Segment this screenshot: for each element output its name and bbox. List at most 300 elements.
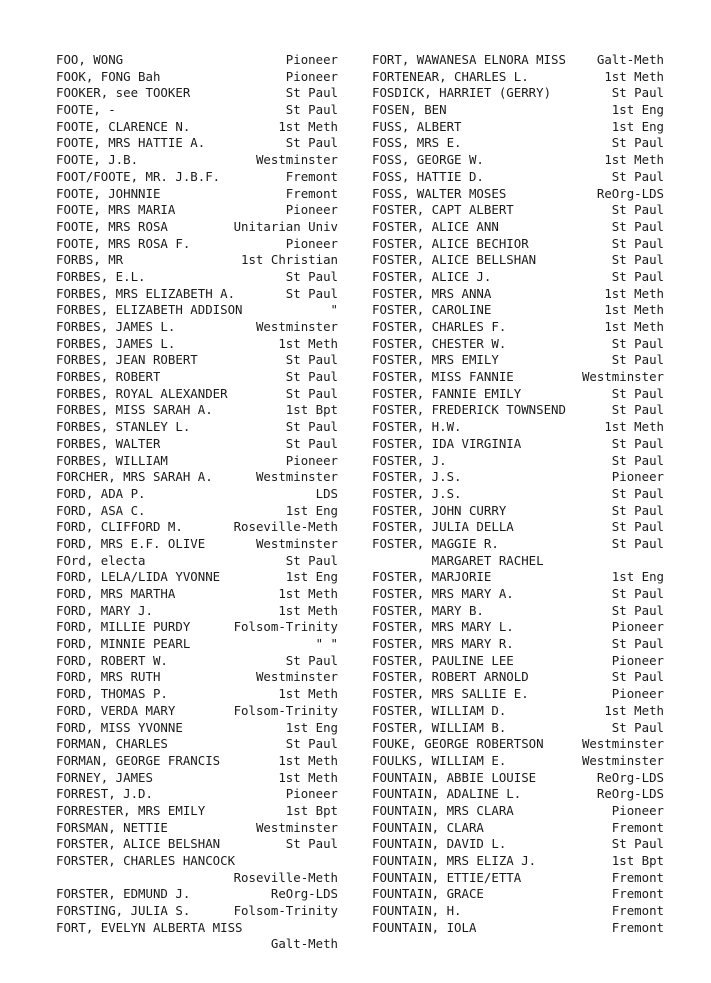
entry-church: 1st Meth [278,586,338,601]
entry-name: FOULKS, WILLIAM E. [372,752,507,768]
entry-church: Pioneer [611,802,664,818]
entry-church: St Paul [611,485,664,501]
entry-church: St Paul [285,285,338,301]
index-entry [56,553,338,570]
entry-name: FOSTER, MRS EMILY [372,352,499,368]
entry-name: FORBES, ELIZABETH ADDISON [56,302,243,318]
entry-church: " [330,302,338,318]
entry-church: " " [315,636,338,652]
entry-church: Westminster [581,752,664,768]
entry-church: 1st Eng [285,502,338,518]
entry-church: St Paul [611,218,664,234]
entry-name: FOSTER, FREDERICK TOWNSEND [372,402,566,418]
entry-name: FOSTER, MARJORIE [372,569,492,585]
index-entry [56,820,338,837]
entry-church: Roseville-Meth [233,869,338,885]
index-entry [56,870,338,887]
entry-name: FORCHER, MRS SARAH A. [56,469,213,485]
entry-church: 1st Eng [611,118,664,134]
index-entry [372,436,664,453]
entry-name: FORD, MARY J. [56,602,153,618]
entry-name: FOSTER, J. [372,452,447,468]
index-entry [372,236,664,253]
entry-church: Westminster [255,152,338,168]
entry-name: FOO, WONG [56,52,124,67]
index-entry [372,102,664,119]
entry-church: LDS [315,485,338,501]
index-entry [372,636,664,653]
entry-name: FORBES, JAMES L. [56,319,176,334]
entry-name: FOSS, WALTER MOSES [372,185,507,201]
entry-church: St Paul [611,202,664,218]
index-entry [372,52,664,69]
index-entry [372,69,664,86]
index-entry [56,302,338,319]
index-entry [372,319,664,336]
entry-name: FORT, WAWANESA ELNORA MISS [372,52,566,67]
entry-name: FOUNTAIN, ABBIE LOUISE [372,769,537,785]
index-entry [56,219,338,236]
index-entry [372,853,664,870]
entry-church: St Paul [611,402,664,418]
entry-church: Pioneer [285,52,338,67]
entry-church: Westminster [581,369,664,385]
entry-name: FOSTER, JULIA DELLA [372,519,514,535]
index-entry [56,903,338,920]
index-entry [372,152,664,169]
entry-name: FORTENEAR, CHARLES L. [372,68,529,84]
entry-name: FORD, THOMAS P. [56,686,168,702]
entry-church: St Paul [611,719,664,735]
entry-church: 1st Meth [278,752,338,768]
entry-name: FORBES, WILLIAM [56,452,168,468]
entry-name: FOUNTAIN, CLARA [372,819,484,835]
index-entry [372,202,664,219]
entry-name: FORT, EVELYN ALBERTA MISS [56,919,243,935]
entry-name: FUSS, ALBERT [372,118,462,134]
entry-name: FORD, MINNIE PEARL [56,636,191,652]
index-entry [56,586,338,603]
entry-name: FOOTE, MRS ROSA [56,218,168,234]
entry-church: St Paul [285,836,338,852]
entry-church: St Paul [285,352,338,368]
entry-church: Unitarian Univ [233,218,338,234]
index-entry [56,236,338,253]
entry-name: FOUNTAIN, MRS CLARA [372,802,514,818]
entry-church: St Paul [611,85,664,101]
index-entry [372,336,664,353]
index-entry [372,603,664,620]
index-entry [372,586,664,603]
entry-name: FOSDICK, HARRIET (GERRY) [372,85,552,101]
index-entry [372,870,664,887]
index-entry [56,686,338,703]
entry-name: FOSTER, MRS SALLIE E. [372,686,529,702]
entry-church: St Paul [611,519,664,535]
entry-church: St Paul [285,652,338,668]
entry-name: FOOT/FOOTE, MR. J.B.F. [56,168,221,184]
entry-name: FOOTE, J.B. [56,152,139,168]
index-entry [56,252,338,269]
index-entry [372,286,664,303]
entry-church: St Paul [285,419,338,435]
index-entry [56,836,338,853]
index-entry [56,803,338,820]
entry-name: FOSTER, WILLIAM B. [372,719,507,735]
index-entry [372,669,664,686]
index-entry [372,903,664,920]
entry-name: FORMAN, GEORGE FRANCIS [56,752,221,768]
index-entry [372,85,664,102]
entry-church: ReOrg-LDS [270,886,338,902]
index-entry [372,486,664,503]
index-entry [372,786,664,803]
entry-church: Pioneer [285,202,338,218]
index-entry [372,186,664,203]
entry-name: FORBES, JAMES L. [56,335,176,351]
index-entry [56,402,338,419]
index-entry [372,419,664,436]
entry-church: 1st Bpt [611,853,664,868]
index-entry [56,69,338,86]
entry-church: 1st Meth [278,686,338,702]
entry-church: Pioneer [285,235,338,251]
entry-name: FOSTER, ALICE BELLSHAN [372,252,537,268]
entry-name: FORMAN, CHARLES [56,736,168,752]
index-entry [56,770,338,787]
entry-name: FOSTER, CHARLES F. [372,319,507,334]
entry-name: FOSS, MRS E. [372,135,462,151]
index-entry [56,669,338,686]
entry-name: FOOTE, CLARENCE N. [56,118,191,134]
index-entry [56,569,338,586]
index-entry [56,619,338,636]
entry-name: FORD, MRS RUTH [56,669,161,685]
entry-church: Roseville-Meth [233,519,338,535]
entry-name: FORBES, JEAN ROBERT [56,352,198,368]
index-entry [372,119,664,136]
index-entry [372,536,664,553]
entry-name: FOSTER, ALICE ANN [372,218,499,234]
index-entry [56,186,338,203]
entry-church: St Paul [611,602,664,618]
index-entry [372,269,664,286]
entry-name: FORBS, MR [56,252,124,268]
entry-church: Pioneer [285,68,338,84]
entry-name: FOSTER, JOHN CURRY [372,502,507,518]
entry-name: FORREST, J.D. [56,786,153,802]
entry-name: FORBES, MRS ELIZABETH A. [56,285,236,301]
index-entry [372,770,664,787]
index-entry [56,419,338,436]
entry-church: 1st Meth [278,769,338,785]
index-entry [372,519,664,536]
entry-name: FORBES, WALTER [56,435,161,451]
entry-church: 1st Meth [604,68,664,84]
entry-name: FOOTE, - [56,102,116,118]
entry-name: FORD, MRS E.F. OLIVE [56,535,206,551]
index-entry [372,886,664,903]
entry-name: FORD, ADA P. [56,485,146,501]
entry-church: St Paul [611,435,664,451]
entry-church: ReOrg-LDS [596,185,664,201]
entry-name: FOSTER, ROBERT ARNOLD [372,669,529,685]
index-entry [56,202,338,219]
index-entry [56,269,338,286]
entry-name: MARGARET RACHEL [372,552,544,568]
index-entry [372,219,664,236]
index-entry [372,753,664,770]
index-entry [56,453,338,470]
entry-church: Folsom-Trinity [233,619,338,635]
index-entry [372,302,664,319]
index-entry [56,853,338,870]
entry-name: FOSTER, CHESTER W. [372,335,507,351]
entry-church: St Paul [285,552,338,568]
entry-name: FORD, ASA C. [56,502,146,518]
entry-name: FORD, ROBERT W. [56,652,168,668]
entry-name: FOSTER, ALICE J. [372,268,492,284]
entry-church: St Paul [285,736,338,752]
entry-name: FOSTER, MISS FANNIE [372,369,514,385]
entry-name: FOSTER, ALICE BECHIOR [372,235,529,251]
left-column [56,52,338,953]
entry-church: St Paul [285,268,338,284]
index-entry [372,720,664,737]
entry-church: Fremont [285,185,338,201]
entry-name: FORRESTER, MRS EMILY [56,802,206,818]
entry-church: 1st Meth [278,118,338,134]
index-entry [56,736,338,753]
entry-name: FORSTING, JULIA S. [56,903,191,919]
entry-church: Fremont [611,886,664,902]
entry-name: FORSTER, CHARLES HANCOCK [56,853,236,868]
entry-name: FOrd, electa [56,552,146,568]
entry-name: FORBES, MISS SARAH A. [56,402,213,418]
entry-church: Westminster [255,319,338,334]
index-entry [372,453,664,470]
index-entry [372,836,664,853]
entry-name: FOOTE, MRS HATTIE A. [56,135,206,151]
entry-name: FOUNTAIN, IOLA [372,919,477,935]
entry-church: Westminster [255,469,338,485]
index-entry [56,336,338,353]
entry-name: FOSTER, CAROLINE [372,302,492,318]
entry-name: FOUNTAIN, ETTIE/ETTA [372,869,522,885]
entry-name: FOOTE, JOHNNIE [56,185,161,201]
entry-name: FOSTER, H.W. [372,419,462,435]
index-entry [56,386,338,403]
entry-church: 1st Meth [604,285,664,301]
entry-church: St Paul [611,252,664,268]
index-entry [372,352,664,369]
entry-name: FOUNTAIN, DAVID L. [372,836,507,852]
entry-church: 1st Bpt [285,402,338,418]
index-entry [56,119,338,136]
right-column [372,52,664,936]
entry-name: FOSTER, MAGGIE R. [372,535,499,551]
entry-name: FOSTER, FANNIE EMILY [372,385,522,401]
entry-name: FOSTER, J.S. [372,469,462,485]
entry-church: 1st Eng [285,569,338,585]
entry-name: FOOKER, see TOOKER [56,85,191,101]
entry-church: St Paul [285,85,338,101]
entry-church: 1st Meth [604,302,664,318]
entry-name: FORBES, E.L. [56,268,146,284]
entry-church: Folsom-Trinity [233,702,338,718]
index-entry [56,636,338,653]
index-entry [372,469,664,486]
entry-church: Westminster [255,669,338,685]
index-entry [56,436,338,453]
index-entry [56,703,338,720]
entry-church: St Paul [611,235,664,251]
index-entry [372,686,664,703]
index-entry [372,820,664,837]
entry-name: FORD, MILLIE PURDY [56,619,191,635]
entry-church: St Paul [611,268,664,284]
entry-church: 1st Meth [604,702,664,718]
index-entry [56,52,338,69]
index-entry [56,753,338,770]
entry-church: St Paul [285,135,338,151]
entry-church: St Paul [611,586,664,601]
index-entry [56,519,338,536]
index-entry [56,469,338,486]
entry-church: Galt-Meth [596,52,664,67]
entry-church: Fremont [611,869,664,885]
entry-church: St Paul [611,669,664,685]
index-entry [56,920,338,937]
index-entry [372,135,664,152]
index-entry [56,286,338,303]
entry-church: St Paul [285,385,338,401]
entry-church: St Paul [611,335,664,351]
index-entry [372,386,664,403]
index-entry [56,603,338,620]
index-entry [56,319,338,336]
entry-church: Galt-Meth [270,936,338,952]
index-entry [372,169,664,186]
entry-name: FOUNTAIN, H. [372,903,462,919]
entry-church: St Paul [611,502,664,518]
entry-name: FORBES, STANLEY L. [56,419,191,435]
entry-church: St Paul [611,168,664,184]
index-entry [372,402,664,419]
index-entry [56,936,338,953]
entry-name: FOSTER, CAPT ALBERT [372,202,514,218]
entry-name: FORD, LELA/LIDA YVONNE [56,569,221,585]
entry-church: St Paul [611,535,664,551]
entry-church: 1st Meth [604,419,664,435]
entry-church: Fremont [611,919,664,935]
entry-name: FOSS, HATTIE D. [372,168,484,184]
entry-church: 1st Eng [611,102,664,118]
entry-name: FOUNTAIN, ADALINE L. [372,786,522,802]
entry-name: FOOTE, MRS ROSA F. [56,235,191,251]
index-entry [372,619,664,636]
entry-church: Westminster [255,535,338,551]
entry-name: FOSTER, MARY B. [372,602,484,618]
entry-name: FOUNTAIN, GRACE [372,886,484,902]
entry-name: FORD, MRS MARTHA [56,586,176,601]
entry-church: Westminster [581,736,664,752]
entry-name: FORSTER, EDMUND J. [56,886,191,902]
index-entry [372,369,664,386]
index-entry [56,169,338,186]
entry-church: 1st Meth [278,335,338,351]
entry-church: St Paul [611,636,664,652]
entry-church: St Paul [611,135,664,151]
entry-name: FOSTER, MRS MARY A. [372,586,514,601]
index-entry [56,152,338,169]
entry-name: FOSTER, IDA VIRGINIA [372,435,522,451]
index-entry [372,569,664,586]
entry-name: FORD, CLIFFORD M. [56,519,183,535]
entry-church: Pioneer [285,786,338,802]
index-entry [56,536,338,553]
index-entry [56,135,338,152]
entry-name: FORBES, ROYAL ALEXANDER [56,385,228,401]
entry-name: FOSEN, BEN [372,102,447,118]
entry-church: 1st Christian [241,252,338,268]
entry-church: St Paul [285,102,338,118]
entry-church: Pioneer [611,652,664,668]
index-entry [56,503,338,520]
index-entry [56,886,338,903]
index-entry [56,653,338,670]
entry-name: FOSTER, MRS ANNA [372,285,492,301]
entry-church: ReOrg-LDS [596,769,664,785]
entry-name: FOOK, FONG Bah [56,68,161,84]
entry-church: Pioneer [611,469,664,485]
entry-church: Pioneer [285,452,338,468]
index-entry [372,252,664,269]
entry-church: St Paul [285,435,338,451]
entry-name: FOSTER, WILLIAM D. [372,702,507,718]
entry-church: Westminster [255,819,338,835]
entry-name: FORSTER, ALICE BELSHAN [56,836,221,852]
entry-church: Pioneer [611,619,664,635]
entry-name: FOUNTAIN, MRS ELIZA J. [372,853,537,868]
entry-church: 1st Eng [285,719,338,735]
index-entry [56,102,338,119]
index-entry [372,503,664,520]
entry-name: FOSTER, MRS MARY R. [372,636,514,652]
index-entry [56,85,338,102]
entry-name: FORBES, ROBERT [56,369,161,385]
index-entry [372,920,664,937]
entry-church: St Paul [611,452,664,468]
entry-church: Folsom-Trinity [233,903,338,919]
entry-name: FORSMAN, NETTIE [56,819,168,835]
entry-name: FOSS, GEORGE W. [372,152,484,168]
entry-church: ReOrg-LDS [596,786,664,802]
entry-church: St Paul [611,836,664,852]
entry-name: FORNEY, JAMES [56,769,153,785]
entry-church: St Paul [611,352,664,368]
entry-name: FORD, VERDA MARY [56,702,176,718]
index-entry [56,786,338,803]
index-entry [372,653,664,670]
entry-church: St Paul [285,369,338,385]
entry-church: 1st Eng [611,569,664,585]
entry-name: FORD, MISS YVONNE [56,719,183,735]
entry-church: Fremont [611,819,664,835]
entry-church: 1st Meth [604,152,664,168]
entry-church: 1st Meth [278,602,338,618]
index-entry [56,369,338,386]
